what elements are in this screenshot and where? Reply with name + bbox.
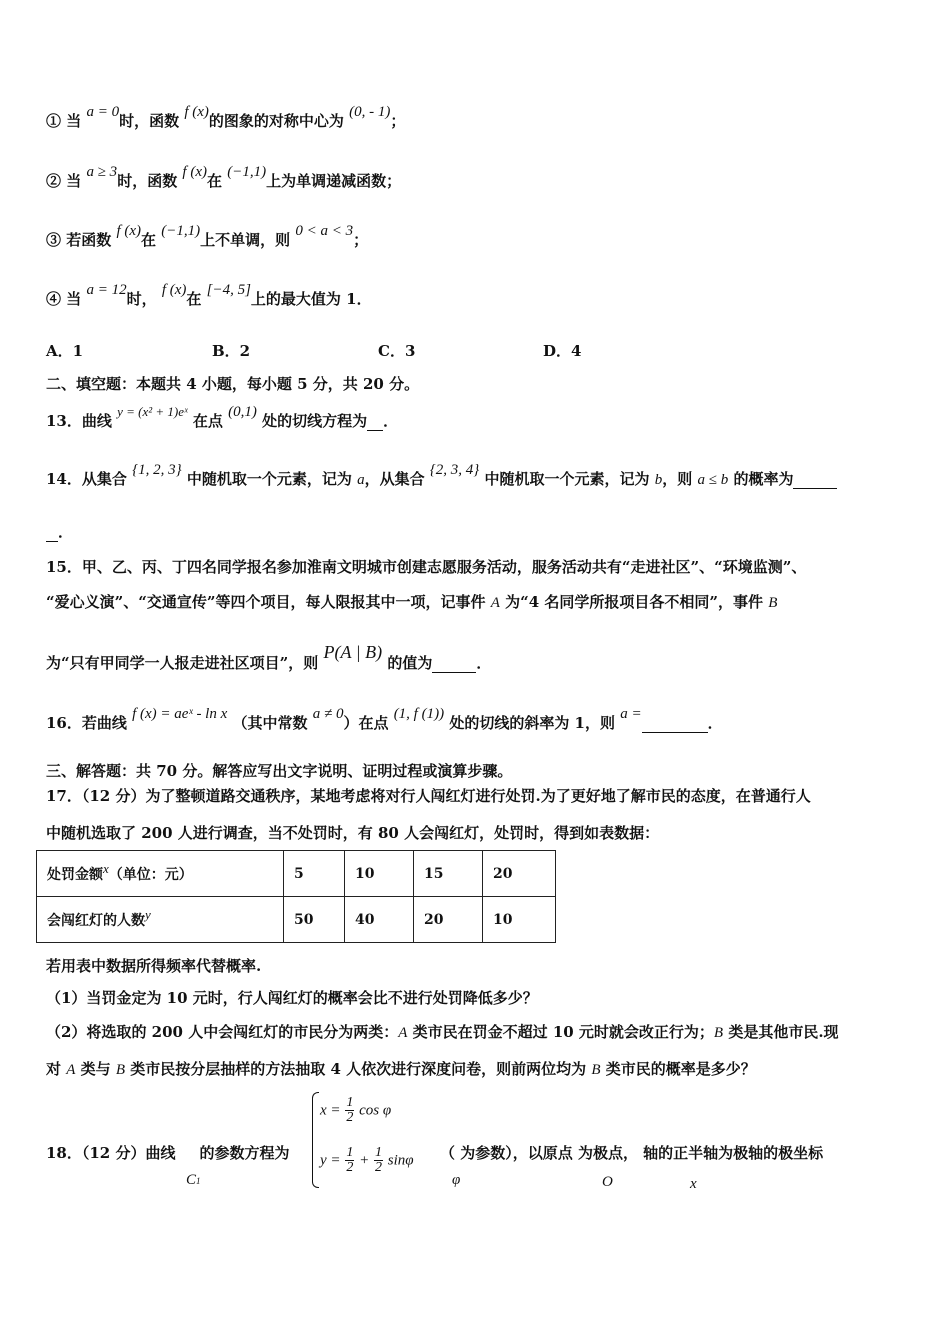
math-expr: (0, - 1) (349, 104, 391, 120)
math-expr: b (654, 472, 663, 488)
table-cell: 20 (414, 897, 483, 943)
fraction: $\frac{1}{2}$ (346, 1145, 354, 1175)
table-cell: 10 (345, 851, 414, 897)
statement-2: ② 当 a ≥ 3时，函数 f (x)在 (−1,1)上为单调递减函数； (46, 164, 402, 190)
answer-blank-cont[interactable] (46, 523, 58, 542)
section-heading-fill-in: 二、填空题：本题共 4 小题，每小题 5 分，共 20 分。 (46, 375, 420, 393)
section-heading-solutions: 三、解答题：共 70 分。解答应写出文字说明、证明过程或演算步骤。 (46, 762, 513, 780)
math-expr: {1, 2, 3} (132, 462, 182, 478)
math-expr: (1, f (1)) (393, 706, 445, 722)
math-expr: f (x) (182, 164, 207, 180)
math-expr: a ≠ 0 (312, 706, 344, 722)
math-expr: [−4, 5] (206, 282, 251, 298)
math-expr: a = (620, 706, 642, 722)
table-cell: 10 (483, 897, 556, 943)
question-15-line-1: 15．甲、乙、丙、丁四名同学报名参加淮南文明城市创建志愿服务活动，服务活动共有“走进社区”、“环境监测”、 (46, 558, 807, 576)
option-a: A．1 (46, 342, 84, 360)
math-expr: P(A | B) (323, 642, 383, 662)
table-header-cell: 会闯红灯的人数y (37, 897, 284, 943)
statement-1: ① 当 a = 0时，函数 f (x)的图象的对称中心为 (0, - 1)； (46, 104, 406, 130)
option-c: C．3 (378, 342, 416, 360)
table-cell: 5 (284, 851, 345, 897)
answer-blank[interactable] (432, 654, 476, 673)
question-17-part-1: （1）当罚金定为 10 元时，行人闯红灯的概率会比不进行处罚降低多少？ (46, 989, 538, 1007)
math-expr: (0,1) (228, 404, 257, 420)
param-eq-y: y = $\frac{1}{2}$ + $\frac{1}{2}$ sinφ (320, 1145, 414, 1175)
question-17-part-2-cont: 对 A 类与 B 类市民按分层抽样的方法抽取 4 人依次进行深度问卷，则前两位均为 B 类市民的概率是多少？ (46, 1060, 756, 1078)
statement-3: ③ 若函数 f (x)在 (−1,1)上不单调，则 0 < a < 3； (46, 223, 369, 249)
option-d: D．4 (543, 342, 582, 360)
question-15-line-3: 为“只有甲同学一人报走进社区项目”，则 P(A | B) 的值为 ． (46, 642, 492, 672)
math-expr: {2, 3, 4} (429, 462, 480, 478)
question-18-post: （ 为参数），以原点 为极点， 轴的正半轴为极轴的极坐标 (440, 1144, 824, 1162)
x-axis-symbol: x (690, 1176, 697, 1192)
math-expr: a (357, 472, 365, 488)
answer-blank[interactable] (793, 470, 837, 489)
answer-blank[interactable] (367, 412, 383, 431)
question-17-line-1: 17．（12 分）为了整顿道路交通秩序，某地考虑将对行人闯红灯进行处罚.为了更好地了解市民的态度，在普通行人 (46, 787, 811, 805)
question-16: 16．若曲线 f (x) = aeˣ - ln x （其中常数 a ≠ 0）在点 (1, f (1)) 处的切线的斜率为 1，则 a = ． (46, 706, 723, 732)
question-15-line-2: “爱心义演”、“交通宣传”等四个项目，每人限报其中一项，记事件 A 为“4 名同学所报项目各不相同”，事件 B (46, 593, 778, 611)
math-expr: f (x) (161, 282, 187, 298)
question-14-cont: ． (46, 521, 73, 542)
answer-blank[interactable] (642, 714, 708, 733)
table-row (37, 851, 556, 897)
math-expr: y = (x² + 1)eˣ (117, 404, 188, 419)
question-17-line-2: 中随机选取了 200 人进行调查，当不处罚时，有 80 人会闯红灯，处罚时，得到如表数据： (46, 824, 660, 842)
fraction: $\frac{1}{2}$ (346, 1095, 354, 1125)
question-17-part-2: （2）将选取的 200 人中会闯红灯的市民分为两类：A 类市民在罚金不超过 10 元时就会改正行为；B 类是其他市民.现 (46, 1023, 839, 1041)
math-expr: f (x) (184, 104, 209, 120)
math-expr: (−1,1) (227, 164, 267, 180)
table-cell: 15 (414, 851, 483, 897)
param-eq-x: x = $\frac{1}{2}$ cos φ (320, 1095, 392, 1125)
statement-4: ④ 当 a = 12时， f (x)在 [−4, 5]上的最大值为 1． (46, 282, 372, 308)
math-expr: a = 0 (86, 104, 120, 120)
math-expr: (−1,1) (161, 223, 201, 239)
math-expr: a ≤ b (697, 472, 729, 488)
table-cell: 40 (345, 897, 414, 943)
question-17-note: 若用表中数据所得频率代替概率. (46, 957, 262, 975)
origin-symbol: O (602, 1174, 613, 1190)
table-row (37, 897, 556, 943)
question-18-pre: 18．（12 分）曲线 的参数方程为 (46, 1144, 290, 1162)
phi-symbol: φ (452, 1172, 461, 1188)
option-b: B．2 (212, 342, 251, 360)
question-14: 14．从集合 {1, 2, 3} 中随机取一个元素，记为 a，从集合 {2, 3, 4} 中随机取一个元素，记为 b，则 a ≤ b 的概率为 (46, 468, 837, 489)
curve-label: C1 (186, 1172, 201, 1188)
math-expr: f (x) = aeˣ - ln x (132, 706, 228, 722)
math-expr: a ≥ 3 (86, 164, 118, 180)
table-header-cell: 处罚金额x（单位：元） (37, 851, 284, 897)
math-expr: a = 12 (86, 282, 127, 298)
math-expr: f (x) (116, 223, 142, 239)
equation-brace (312, 1092, 319, 1188)
fraction: $\frac{1}{2}$ (375, 1145, 382, 1175)
math-expr: 0 < a < 3 (295, 223, 354, 239)
question-13: 13．曲线 y = (x² + 1)eˣ 在点 (0,1) 处的切线方程为 ． (46, 404, 399, 430)
table-cell: 20 (483, 851, 556, 897)
table-cell: 50 (284, 897, 345, 943)
penalty-table (36, 850, 556, 943)
